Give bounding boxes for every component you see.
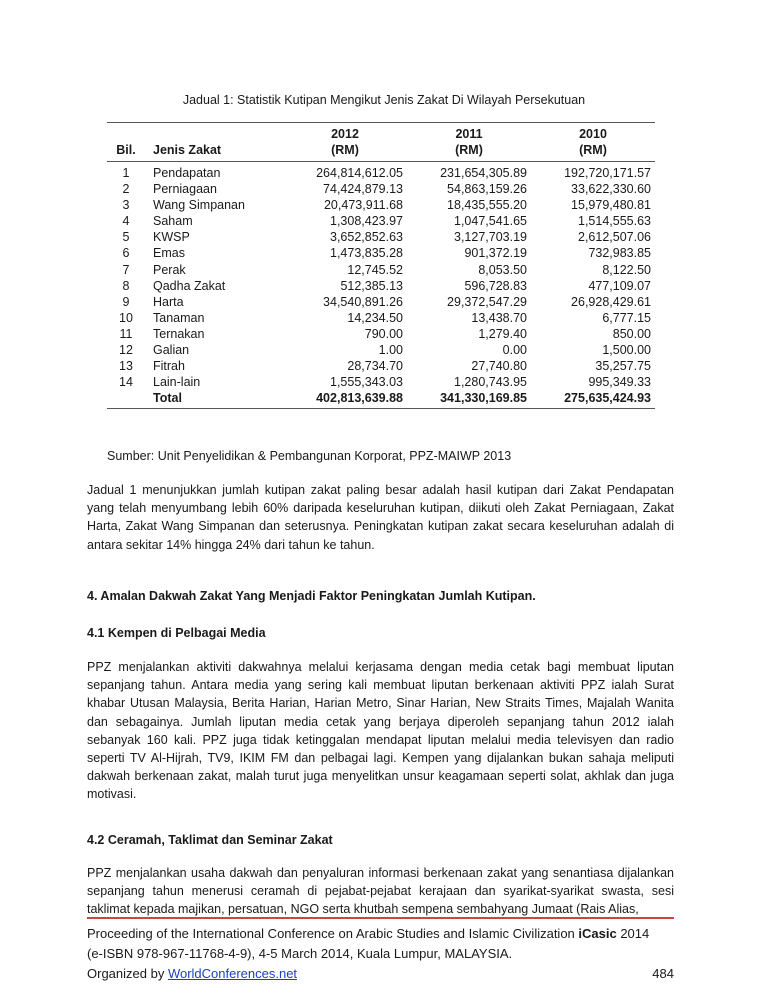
- table-row: [107, 229, 655, 245]
- row-value-2010: 8,122.50: [602, 262, 651, 277]
- footer-icasic: iCasic: [578, 926, 617, 941]
- table-row: [107, 310, 655, 326]
- header-2012-unit: (RM): [331, 143, 359, 157]
- row-value-2010: 1,500.00: [602, 343, 651, 358]
- row-value-2011: 27,740.80: [471, 359, 527, 374]
- footer-line-2: (e-ISBN 978-967-11768-4-9), 4-5 March 2014, Kuala Lumpur, MALAYSIA.: [87, 946, 513, 961]
- total-label: Total: [145, 390, 283, 409]
- header-jenis-zakat: Jenis Zakat: [153, 143, 222, 157]
- table-row: [107, 213, 655, 229]
- table-row: [107, 278, 655, 294]
- row-value-2012: 264,814,612.05: [316, 166, 403, 180]
- table-row: [107, 358, 655, 374]
- row-value-2012: 74,424,879.13: [323, 182, 403, 197]
- row-value-2011: 901,372.19: [464, 246, 527, 261]
- row-value-2012: 1,473,835.28: [330, 246, 403, 261]
- footer-proceeding-text: Proceeding of the International Conference on Arabic Studies and Islamic Civilization: [87, 926, 579, 941]
- table-row: [107, 262, 655, 278]
- row-bil: 3: [122, 198, 130, 213]
- row-value-2010: 850.00: [612, 326, 651, 341]
- row-jenis-zakat: Pendapatan: [153, 166, 221, 180]
- paragraph-lectures: PPZ menjalankan usaha dakwah dan penyaluran informasi berkenaan zakat yang senantiasa dijalankan sepanjang tahun menerusi ceramah di pejabat-pejabat kerajaan dan syarikat-syarikat swasta, sesi taklimat kepada majikan, persatuan, NGO serta khutbah sempena sembahyang Jumaat (Rais Alias,: [87, 866, 674, 917]
- row-jenis-zakat: Wang Simpanan: [153, 198, 245, 213]
- row-value-2011: 0.00: [502, 343, 527, 358]
- row-jenis-zakat: Perniagaan: [153, 182, 217, 197]
- footer-line-3: [87, 964, 674, 984]
- table-total-row: [107, 390, 655, 409]
- row-bil: 5: [122, 230, 130, 245]
- header-2010: [531, 123, 655, 162]
- row-bil: 11: [119, 326, 133, 341]
- row-value-2011: 1,279.40: [478, 326, 527, 341]
- row-value-2010: 477,109.07: [588, 278, 651, 293]
- row-jenis-zakat: Emas: [153, 246, 185, 261]
- row-bil: 12: [119, 343, 133, 358]
- row-value-2012: 12,745.52: [347, 262, 403, 277]
- row-value-2012: 14,234.50: [347, 310, 403, 325]
- header-2011: [407, 123, 531, 162]
- row-value-2012: 512,385.13: [340, 278, 403, 293]
- row-jenis-zakat: Fitrah: [153, 359, 185, 374]
- header-2010-year: 2010: [579, 127, 607, 141]
- total-2011: 341,330,169.85: [407, 390, 531, 409]
- row-value-2010: 33,622,330.60: [571, 182, 651, 197]
- row-value-2010: 35,257.75: [595, 359, 651, 374]
- row-jenis-zakat: Galian: [153, 343, 190, 358]
- footer-year: 2014: [616, 926, 650, 941]
- row-value-2012: 790.00: [364, 326, 403, 341]
- row-value-2010: 2,612,507.06: [578, 230, 651, 245]
- row-bil: 7: [122, 262, 130, 277]
- table-row: [107, 294, 655, 310]
- row-value-2011: 18,435,555.20: [447, 198, 527, 213]
- row-value-2011: 54,863,159.26: [447, 182, 527, 197]
- paragraph-table-summary: Jadual 1 menunjukkan jumlah kutipan zakat paling besar adalah hasil kutipan dari Zakat Pendapatan yang telah menyumbang lebih 60% daripada keseluruhan kutipan, diikuti oleh Zakat Perniagaan, Zakat Harta, Zakat Wang Simpanan dan seterusnya. Peningkatan kutipan zakat secara keseluruhan adalah di antara sekitar 14% hingga 24% dari tahun ke tahun.: [87, 483, 674, 552]
- row-value-2012: 34,540,891.26: [323, 294, 403, 309]
- row-value-2010: 6,777.15: [602, 310, 651, 325]
- row-value-2012: 1.00: [378, 343, 403, 358]
- footer-organized-by: Organized by: [87, 966, 168, 981]
- footer-line-1: [87, 924, 674, 944]
- section-heading-4-2: 4.2 Ceramah, Taklimat dan Seminar Zakat: [87, 833, 333, 847]
- table-row: [107, 245, 655, 261]
- row-value-2011: 8,053.50: [478, 262, 527, 277]
- row-value-2011: 1,280,743.95: [454, 375, 527, 390]
- total-2010: 275,635,424.93: [531, 390, 655, 409]
- row-jenis-zakat: Tanaman: [153, 310, 205, 325]
- row-jenis-zakat: Perak: [153, 262, 186, 277]
- table-body: [107, 162, 655, 409]
- header-bil: Bil.: [116, 143, 136, 157]
- row-bil: 14: [119, 375, 133, 390]
- table-row: [107, 181, 655, 197]
- row-value-2011: 3,127,703.19: [454, 230, 527, 245]
- row-jenis-zakat: Lain-lain: [153, 375, 201, 390]
- row-value-2011: 231,654,305.89: [440, 166, 527, 180]
- row-bil: 9: [122, 294, 130, 309]
- table-caption: Jadual 1: Statistik Kutipan Mengikut Jenis Zakat Di Wilayah Persekutuan: [182, 93, 586, 107]
- row-value-2012: 3,652,852.63: [330, 230, 403, 245]
- table-row: [107, 197, 655, 213]
- table-source-note: Sumber: Unit Penyelidikan & Pembangunan Korporat, PPZ-MAIWP 2013: [107, 449, 512, 463]
- total-bil-cell: [107, 390, 145, 409]
- section-heading-4: 4. Amalan Dakwah Zakat Yang Menjadi Faktor Peningkatan Jumlah Kutipan.: [87, 589, 536, 603]
- row-jenis-zakat: Saham: [153, 214, 193, 229]
- page-number: 484: [652, 966, 674, 981]
- row-value-2012: 28,734.70: [347, 359, 403, 374]
- row-jenis-zakat: Ternakan: [153, 326, 205, 341]
- table-row: [107, 162, 655, 182]
- row-value-2010: 15,979,480.81: [571, 198, 651, 213]
- row-bil: 4: [122, 214, 130, 229]
- row-jenis-zakat: Qadha Zakat: [153, 278, 226, 293]
- total-2012: 402,813,639.88: [283, 390, 407, 409]
- header-2010-unit: (RM): [579, 143, 607, 157]
- row-value-2012: 1,555,343.03: [330, 375, 403, 390]
- row-bil: 6: [122, 246, 130, 261]
- header-2012-year: 2012: [331, 127, 359, 141]
- header-2011-year: 2011: [455, 127, 483, 141]
- row-value-2011: 1,047,541.65: [454, 214, 527, 229]
- row-jenis-zakat: KWSP: [153, 230, 190, 245]
- row-value-2011: 29,372,547.29: [447, 294, 527, 309]
- worldconferences-link[interactable]: WorldConferences.net: [167, 966, 298, 981]
- row-jenis-zakat: Harta: [153, 294, 184, 309]
- row-value-2012: 1,308,423.97: [330, 214, 403, 229]
- row-value-2011: 13,438.70: [471, 310, 527, 325]
- row-bil: 8: [122, 278, 130, 293]
- section-heading-4-1: 4.1 Kempen di Pelbagai Media: [87, 626, 266, 640]
- header-2011-unit: (RM): [455, 143, 483, 157]
- table-row: [107, 326, 655, 342]
- row-bil: 13: [119, 359, 133, 374]
- row-value-2011: 596,728.83: [464, 278, 527, 293]
- row-bil: 10: [119, 310, 133, 325]
- paragraph-media-campaign: PPZ menjalankan aktiviti dakwahnya melalui kerjasama dengan media cetak bagi membuat liputan sepanjang tahun. Antara media yang sering kali membuat liputan berkenaan aktiviti PPZ ialah Surat khabar Utusan Malaysia, Berita Harian, Harian Metro, Sinar Harian, New Straits Times, Majalah Wanita dan sebagainya. Jumlah liputan media cetak yang berjaya diperoleh sepanjang tahun 2012 ialah sebanyak 160 kali. PPZ juga tidak ketinggalan mendapat liputan melalui media televisyen dan radio seperti TV Al-Hijrah, TV9, IKIM FM dan pelbagai lagi. Kempen yang dijalankan bukan sahaja meliputi dakwah berkenaan zakat, malah turut juga menyelitkan unsur keagamaan seperti solat, akhlak dan juga motivasi.: [87, 660, 674, 802]
- table-row: [107, 374, 655, 390]
- row-value-2010: 192,720,171.57: [564, 166, 651, 180]
- row-bil: 2: [122, 182, 130, 197]
- table-header-row: [107, 123, 655, 162]
- row-value-2010: 1,514,555.63: [578, 214, 651, 229]
- header-2012: [283, 123, 407, 162]
- row-value-2010: 26,928,429.61: [571, 294, 651, 309]
- zakat-statistics-table: [107, 122, 655, 409]
- table-row: [107, 342, 655, 358]
- row-value-2012: 20,473,911.68: [323, 198, 403, 213]
- row-value-2010: 732,983.85: [588, 246, 651, 261]
- row-bil: 1: [122, 166, 130, 180]
- footer-divider: [87, 917, 674, 919]
- row-value-2010: 995,349.33: [588, 375, 651, 390]
